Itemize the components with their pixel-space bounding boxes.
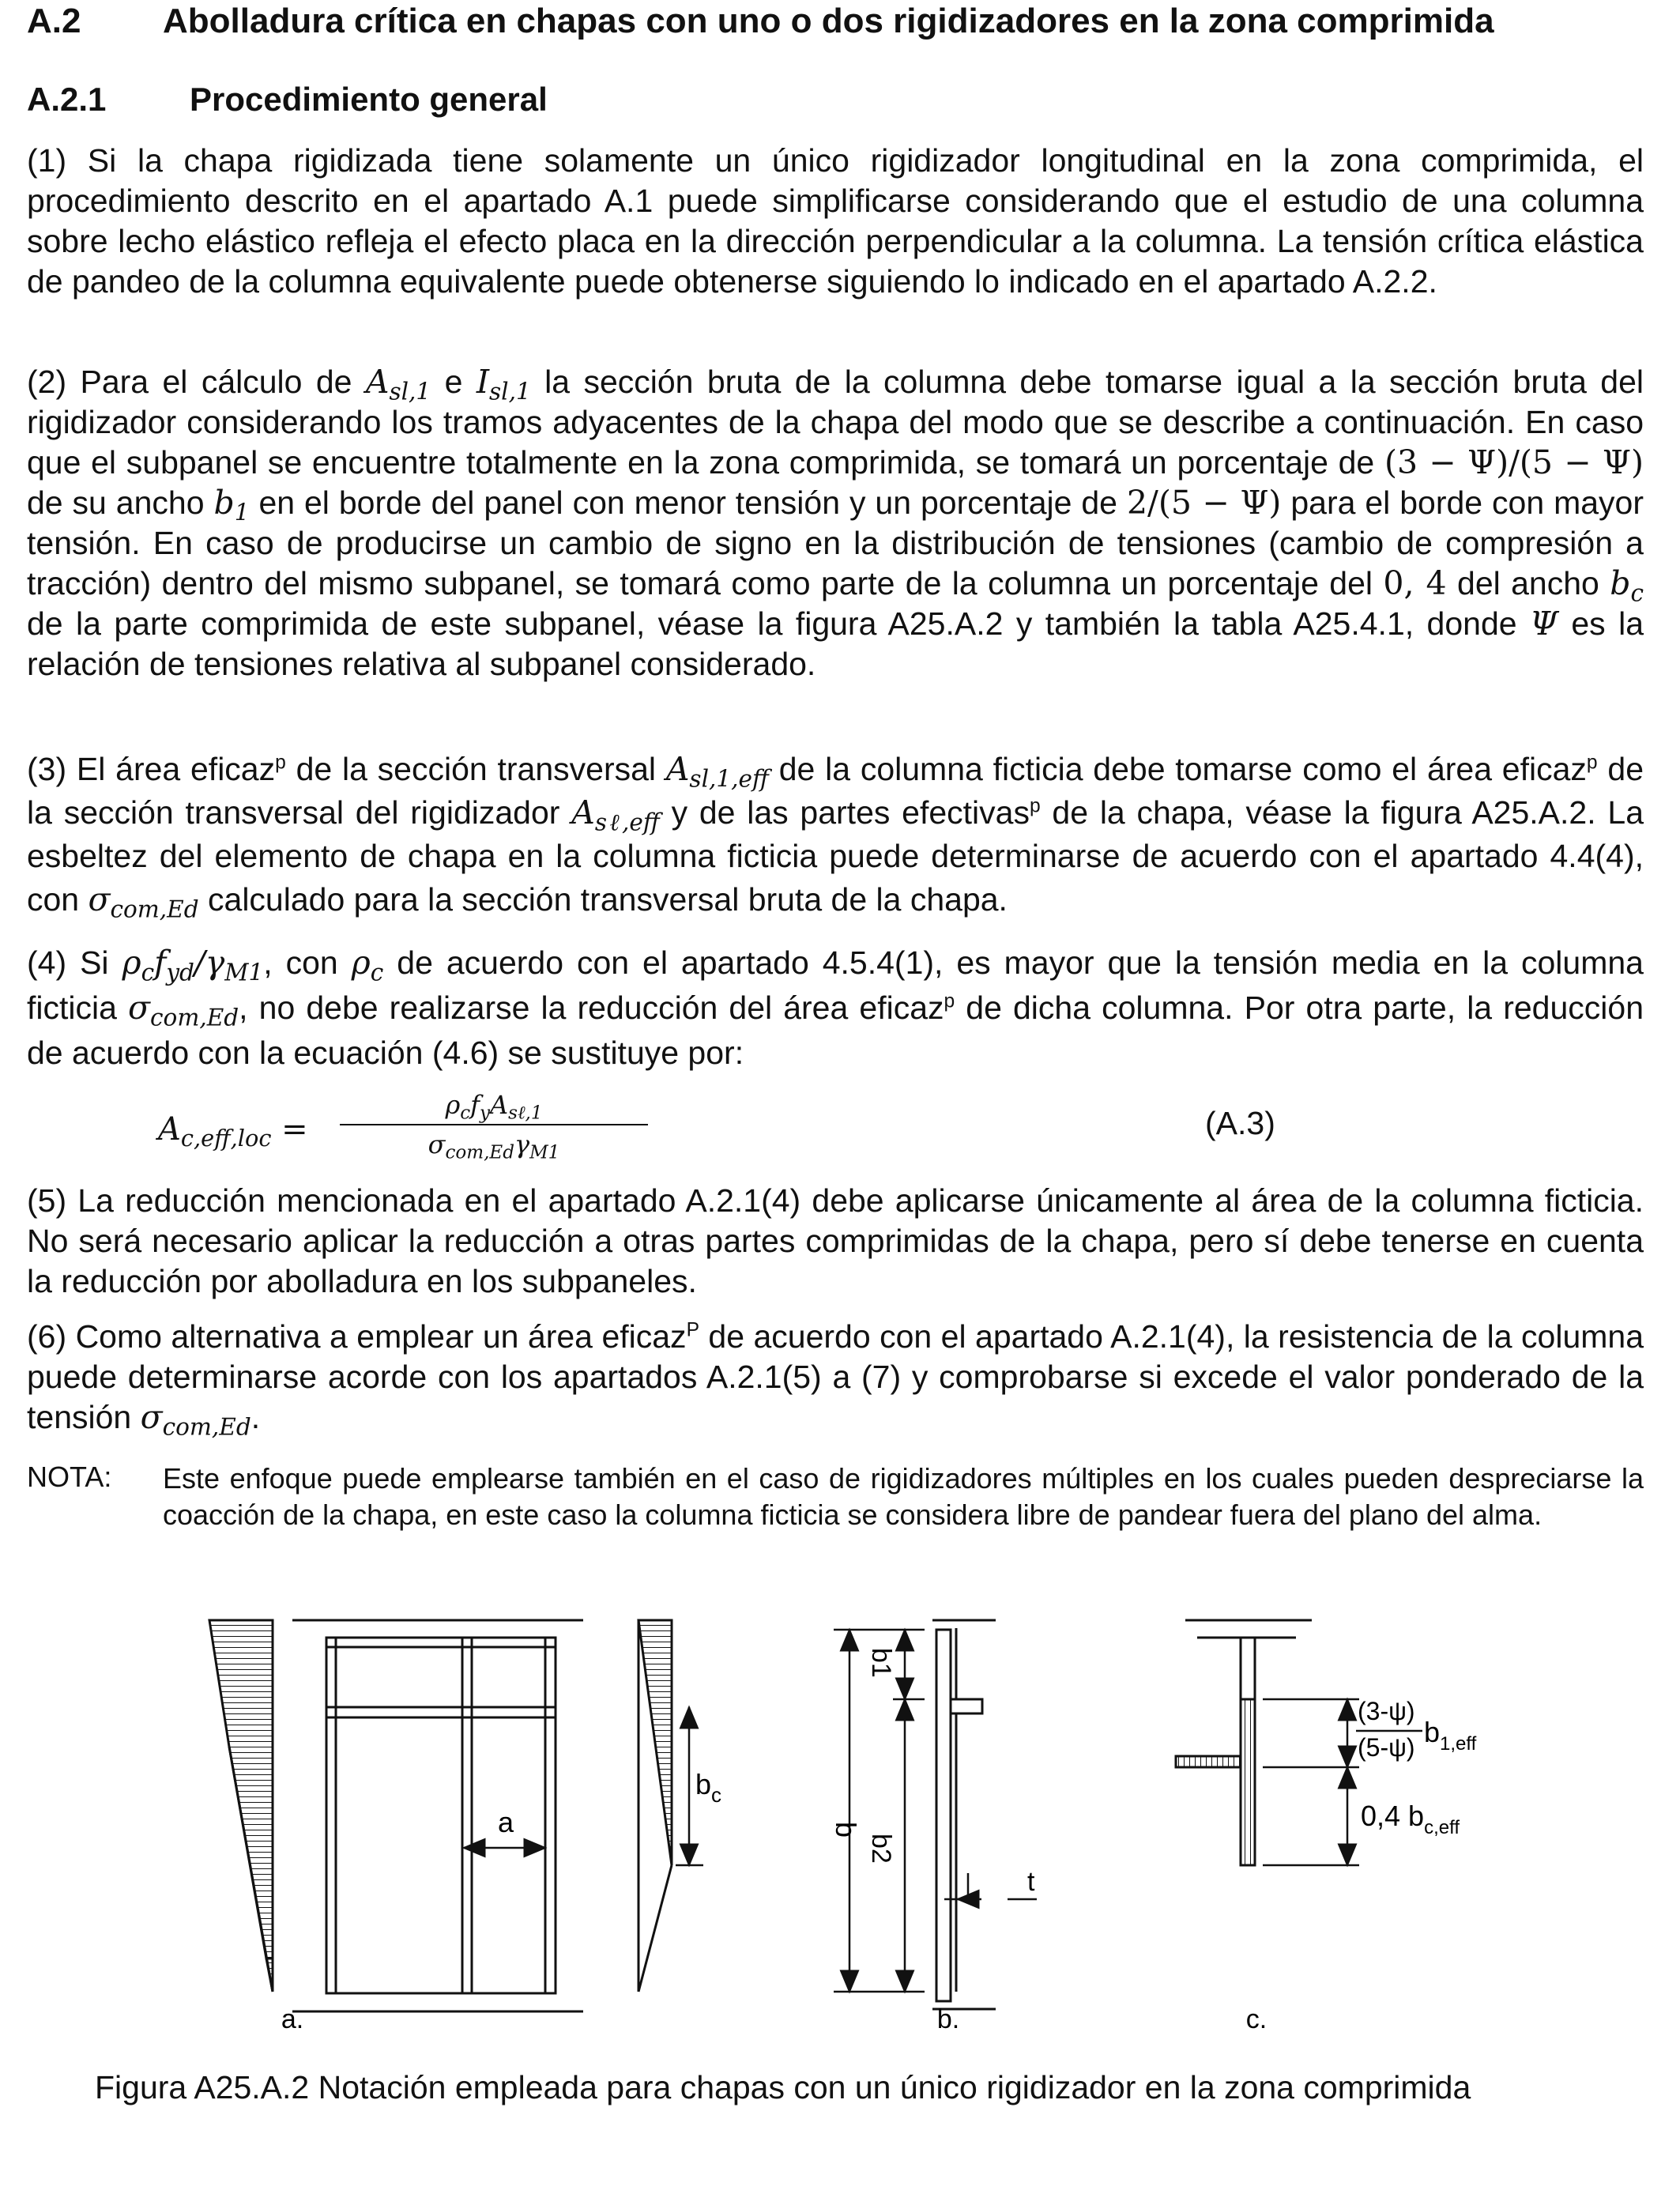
p2-text: en el borde del panel con menor tensión y un porcentaje de [249,484,1127,521]
subsection-number: A.2.1 [27,81,107,118]
equation-fraction [340,1089,648,1163]
equation-numerator: $\rho_cf_yA_{s\ell,1}$ [445,1090,543,1124]
paragraph-1: (1) Si la chapa rigidizada tiene solamente un único rigidizador longitudinal en la zona comprimida, el procedimiento descrito en el apartado A.1 puede simplificarse considerando que el estudio de una columna sobre lecho elástico refleja el efecto placa en la dirección perpendicular a la columna. La tensión crítica elástica de pandeo de la columna equivalente puede obtenerse siguiendo lo indicado en el apartado A.2.2. [27,142,1644,300]
fraction-bar [340,1124,648,1125]
section-title: Abolladura crítica en chapas con uno o dos rigidizadores en la zona comprimida [163,2,1494,40]
effective-plate-strip [1241,1699,1255,1865]
note-label: NOTA: [27,1461,112,1493]
label-b: b [830,1822,862,1838]
figure-part-b [830,1620,1037,2034]
label-bc: $b_c$ [695,1768,722,1807]
math-A-sl1-eff: $A_{sl,1,eff}$ [665,750,769,793]
math-0-4: 0, 4 [1383,564,1447,602]
superscript-p: p [1586,752,1598,774]
math-psi-ratio-2: 2/(5 − Ψ) [1126,484,1282,522]
paragraph-5: (5) La reducción mencionada en el apartado A.2.1(4) debe aplicarse únicamente al área de la columna ficticia. No será necesario aplicar la reducción a otras partes comprimidas de la chapa, pero sí debe tenerse en cuenta la reducción por abolladura en los subpaneles. [27,1182,1644,1299]
superscript-p: p [275,752,286,774]
paragraph-6 [27,1317,1644,1441]
p2-text: del ancho [1446,565,1610,601]
caption-c: c. [1245,2004,1268,2034]
paragraph-2 [27,362,1644,684]
math-I-sl1: $I_{sl,1}$ [476,363,531,405]
p2-text: (2) Para el cálculo de [27,364,366,400]
math-A-sl-eff: $A_{s\ell,eff}$ [571,794,660,836]
figure-caption: Figura A25.A.2 Notación empleada para chapas con un único rigidizador en la zona comprimida [95,2069,1471,2105]
math-bc: $b_c$ [1610,564,1644,607]
stiffener-b [951,1699,982,1713]
math-sigma-com-ed: $\sigma_{com,Ed}$ [128,989,239,1031]
p6-text: (6) Como alternativa a emplear un área eficaz [27,1318,687,1355]
math-rho-c: $\rho_c$ [351,944,384,986]
math-b1: $b_1$ [213,484,250,526]
caption-a: a. [281,2004,304,2034]
p2-text: la sección bruta de la columna debe tomarse igual a la sección bruta del rigidizador considerando los tramos adyacentes de la chapa del modo que se describe a continuación. En caso que el subpanel se encuentre totalmente en la zona comprimida, se tomará un porcentaje de [27,364,1644,481]
figure-part-a [209,1620,721,2034]
label-b1: b1 [866,1648,896,1678]
p3-text: y de las partes efectivas [659,794,1030,831]
p2-text: de la parte comprimida de este subpanel, véase la figura A25.A.2 y también la tabla A25.4.1, donde [27,605,1530,642]
superscript-p: p [944,990,955,1012]
fraction-bottom: (5-ψ) [1358,1733,1415,1762]
p4-text: de acuerdo con el apartado 4.5.4(1), es mayor que la tensión media en la columna ficticia [27,944,1644,1026]
p2-text: de su ancho [27,484,214,521]
stress-diagram-right [638,1620,672,1865]
math-rho-fyd-gamma: $\rho_cf_{yd}/\gamma_{M1}$ [122,944,264,986]
label-04-bceff: 0,4 $b_{c,eff}$ [1361,1800,1460,1838]
label-a: a [497,1806,514,1838]
p3-text: de la columna ficticia debe tomarse como el área eficaz [768,751,1587,787]
p2-text: para el borde con mayor tensión. En caso de producirse un cambio de signo en la distribución de tensiones (cambio de compresión a tracción) dentro del mismo subpanel, se tomará como parte de la columna un porcentaje del [27,484,1644,601]
figure-part-c [1176,1620,1477,2034]
label-b1eff: $b_{1,eff}$ [1424,1716,1477,1755]
math-sigma-com-ed: $\sigma_{com,Ed}$ [140,1398,251,1441]
web-plate [936,1630,951,2001]
note-text: Este enfoque puede emplearse también en el caso de rigidizadores múltiples en los cuales pueden despreciarse la coacción de la chapa, en este caso la columna ficticia se considera libre de pandear fuera del plano del alma. [163,1462,1644,1531]
p4-text: , con [263,944,352,981]
equation-lhs: $A_{c,eff,loc}$ = [158,1111,308,1152]
superscript-P: P [686,1319,699,1341]
section-heading [27,2,1494,41]
section-number: A.2 [27,2,81,40]
panel-outline [326,1638,556,1993]
p3-text: de la chapa, véase la figura A25.A.2. La esbeltez del elemento de chapa en la columna ficticia puede determinarse de acuerdo con el apartado 4.4(4), con [27,794,1644,918]
math-psi-ratio: (3 − Ψ)/(5 − Ψ) [1384,443,1644,481]
subsection-heading [27,81,548,119]
math-A-sl1: $A_{sl,1}$ [365,363,431,405]
math-sigma-com-ed: $\sigma_{com,Ed}$ [88,880,199,923]
math-psi: Ψ [1529,605,1558,643]
equation-denominator: $\sigma_{com,Ed}\gamma_{M1}$ [428,1129,560,1163]
p4-text: , no debe realizarse la reducción del área eficaz [239,990,944,1026]
figure-a25-a2 [0,1581,1680,2063]
subsection-title: Procedimiento general [190,81,548,118]
p6-text: de acuerdo con el apartado A.2.1(4), la resistencia de la columna puede determinarse acorde con los apartados A.2.1(5) a (7) y comprobarse si excede el valor ponderado de la tensión [27,1318,1644,1435]
stiffener-c [1176,1756,1241,1767]
paragraph-4 [27,941,1644,1076]
fraction-top: (3-ψ) [1358,1697,1415,1725]
p2-text: e [431,364,477,400]
p3-text: calculado para la sección transversal bruta de la chapa. [198,881,1008,918]
paragraph-3 [27,748,1644,922]
p3-text: (3) El área eficaz [27,751,276,787]
p4-text: de dicha columna. Por otra parte, la reducción de acuerdo con la ecuación (4.6) se sustituye por: [27,990,1644,1071]
caption-b: b. [936,2004,960,2034]
stress-diagram-left [209,1620,273,1958]
label-t: t [1027,1867,1035,1897]
superscript-p: p [1029,795,1041,817]
label-b2: b2 [866,1834,896,1864]
equation-number: (A.3) [1205,1105,1275,1141]
p4-text: (4) Si [27,944,122,981]
p6-text: . [250,1399,261,1435]
p3-text: de la sección transversal [285,751,666,787]
p2-text: es la relación de tensiones relativa al subpanel considerado. [27,605,1644,682]
p3-text: de la sección transversal del rigidizador [27,751,1644,831]
